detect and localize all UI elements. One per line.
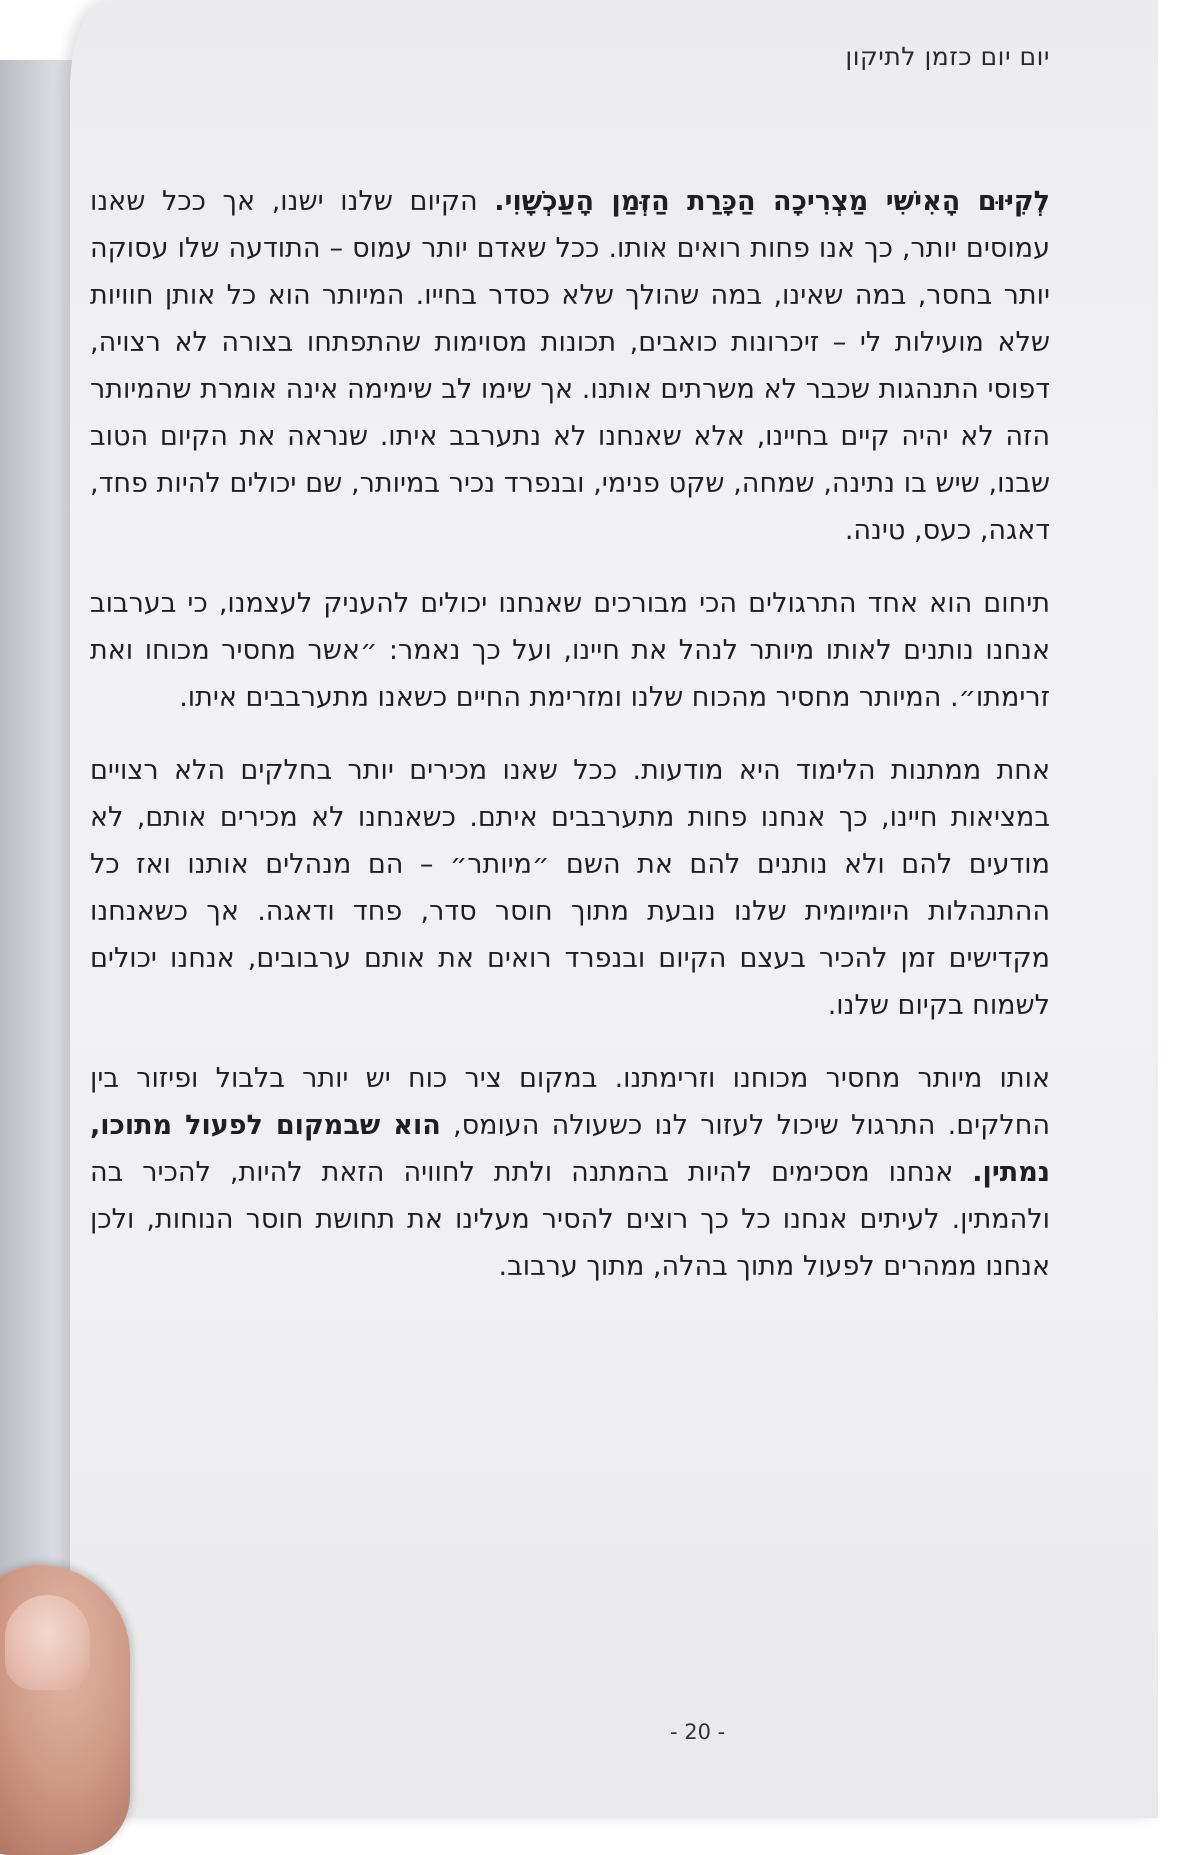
thumb-holding-page [0, 1565, 130, 1855]
paragraph-4-bold: הוא שבמקום לפעול מתוכו, נמתין. [90, 1110, 1050, 1188]
page-number: - 20 - [670, 1720, 726, 1744]
paragraph-3 [90, 747, 1050, 1029]
paragraph-1-bold-lead: לְקִיּוּם הָאִישִׁי מַצְרִיכָה הַכָּרַת הַזְּמַן הָעַכְשָׁוִי. [494, 186, 1050, 217]
paragraph-3-text: אחת ממתנות הלימוד היא מודעות. ככל שאנו מכירים יותר בחלקים הלא רצויים במציאות חיינו, כך אנחנו פחות מתערבבים איתם. כשאנחנו לא מכירים אותם, לא מודעים להם ולא נותנים להם את השם ״מיותר״ – הם מנהלים אותנו ואז כל ההתנהלות היומיומית שלנו נובעת מתוך חוסר סדר, פחד ודאגה. אך כשאנחנו מקדישים זמן להכיר בעצם הקיום ובנפרד רואים את אותם ערבובים, אנחנו יכולים לשמוח בקיום שלנו. [90, 755, 1050, 1021]
thumbnail [5, 1595, 90, 1690]
paragraph-4-text-after: אנחנו מסכימים להיות בהמתנה ולתת לחוויה הזאת להיות, להכיר בה ולהמתין. לעיתים אנחנו כל כך רוצים להסיר מעלינו את תחושת חוסר הנוחות, ולכן אנחנו ממהרים לפעול מתוך בהלה, מתוך ערבוב. [90, 1157, 1050, 1282]
paragraph-4 [90, 1055, 1050, 1290]
running-title: יום יום כזמן לתיקון [845, 42, 1050, 71]
paragraph-2 [90, 580, 1050, 721]
background-right-edge [1158, 0, 1188, 1818]
paragraph-1-text: הקיום שלנו ישנו, אך ככל שאנו עמוסים יותר, כך אנו פחות רואים אותו. ככל שאדם יותר עמוס – התודעה שלו עסוקה יותר בחסר, במה שאינו, במה שהולך שלא כסדר בחייו. המיותר הוא כל אותן חוויות שלא מועילות לי – זיכרונות כואבים, תכונות מסוימות שהתפתחו בצורה לא רצויה, דפוסי התנהגות שכבר לא משרתים אותנו. אך שימו לב שימימה אינה אומרת שהמיותר הזה לא יהיה קיים בחיינו, אלא שאנחנו לא נתערבב איתו. שנראה את הקיום הטוב שבנו, שיש בו נתינה, שמחה, שקט פנימי, ובנפרד נכיר במיותר, שם יכולים להיות פחד, דאגה, כעס, טינה. [90, 186, 1050, 546]
paragraph-4-text-before: אותו מיותר מחסיר מכוחנו וזרימתנו. במקום ציר כוח יש יותר בלבול ופיזור בין החלקים. התרגול שיכול לעזור לנו כשעולה העומס, [90, 1063, 1050, 1141]
book-page [70, 0, 1160, 1818]
paragraph-1 [90, 178, 1050, 554]
page-body [90, 178, 1050, 1316]
paragraph-2-text: תיחום הוא אחד התרגולים הכי מבורכים שאנחנו יכולים להעניק לעצמנו, כי בערבוב אנחנו נותנים לאותו מיותר לנהל את חיינו, ועל כך נאמר: ״אשר מחסיר מכוחו ואת זרימתו״. המיותר מחסיר מהכוח שלנו ומזרימת החיים כשאנו מתערבבים איתו. [90, 588, 1050, 713]
